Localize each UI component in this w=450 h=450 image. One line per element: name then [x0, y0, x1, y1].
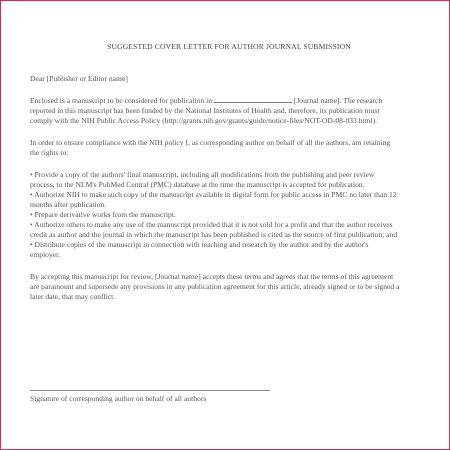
rights-list: [30, 170, 400, 260]
compliance-paragraph: In order to ensure compliance with the NIH policy I, as corresponding author on behalf of all the authors, am retaining the rights to:: [30, 138, 391, 157]
journal-name-blank: [214, 96, 292, 103]
rights-list-item: • Provide a copy of the authors' final manuscript, including all modifications from the publishing and peer review process, to the NLM's PubMed Central (PMC) database at the time the manuscript is accepted for publication.: [30, 170, 375, 189]
signature-label: Signature of corresponding author on behalf of all authors: [30, 394, 207, 403]
intro-paragraph: [30, 96, 400, 126]
intro-text-end: [Journal name]. The research reported in this manuscript has been funded by the National Institutes of Health and, therefore, its publication must comply with the NIH Public Access Policy (http://grants.nih.gov/grants/guide/notice-files/NOT-OD-08-033.html).: [30, 96, 383, 125]
signature-block: [30, 390, 270, 404]
rights-list-item: • Authorize others to make any use of the manuscript provided that it is not sold for a profit and that the author receives credit as author and the journal in which the manuscript has been published is cited as the source of first publication; and: [30, 220, 398, 239]
cover-letter-body: [30, 42, 400, 314]
intro-text-start: Enclosed is a manuscript to be considered for publication in: [30, 96, 212, 105]
document-title: SUGGESTED COVER LETTER FOR AUTHOR JOURNAL SUBMISSION: [107, 42, 351, 51]
rights-list-item: • Prepare derivative works from the manuscript.: [30, 210, 176, 219]
rights-list-item: • Distribute copies of the manuscript in connection with teaching and research by the author and by the author's employer.: [30, 240, 369, 259]
rights-list-item: • Authorize NIH to make such copy of the manuscript available in digital form for public access in PMC no later than 12 months after publication.: [30, 190, 397, 209]
salutation: Dear [Publisher or Editor name]: [30, 74, 128, 83]
signature-line: [30, 390, 270, 391]
acceptance-paragraph: By accepting this manuscript for review, [Journal name] accepts these terms and agrees that the terms of this agreement are paramount and supersede any provisions in any publication agreement for this article, already signed or to be signed a later date, that may conflict.: [30, 272, 400, 301]
